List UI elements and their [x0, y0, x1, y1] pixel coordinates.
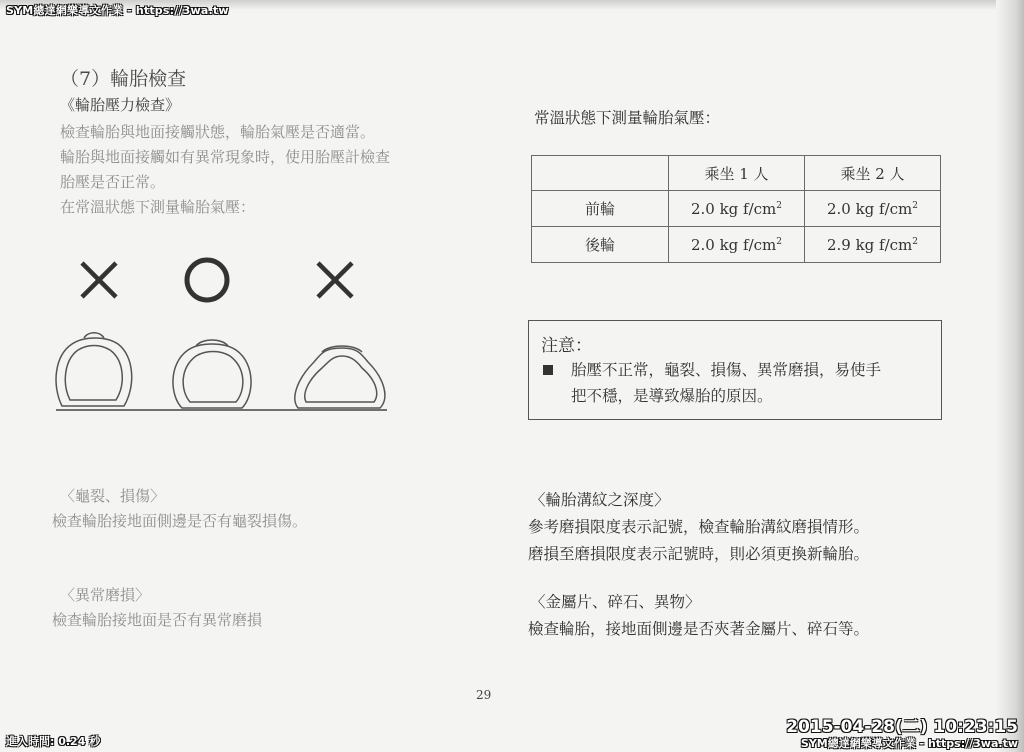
page-gutter-shadow: [996, 0, 1024, 752]
tire-correct: [173, 340, 251, 408]
wear-heading: 〈異常磨損〉: [60, 586, 151, 604]
watermark-site: SYM總達網樂導文作業 - https://3wa.tw: [800, 737, 1018, 750]
header-one-rider: 乘坐 1 人: [669, 156, 805, 191]
wear-text: 檢查輪胎接地面是否有異常磨損: [52, 611, 263, 629]
paragraph-line-2: 輪胎與地面接觸如有異常現象時，使用胎壓計檢查: [60, 148, 391, 166]
header-two-riders: 乘坐 2 人: [805, 156, 941, 191]
watermark-bottom-right: [786, 717, 1018, 750]
caution-text: [571, 357, 881, 409]
correct-circle-icon: [182, 255, 232, 305]
table-row-front: [532, 191, 941, 227]
table-caption: 常溫狀態下測量輪胎氣壓：: [534, 109, 721, 127]
debris-text: 檢查輪胎，接地面側邊是否夾著金屬片、碎石等。: [528, 620, 870, 638]
section-title: （7）輪胎檢查: [60, 68, 187, 90]
page-number: 29: [476, 688, 492, 702]
tire-cross-section-diagram: [50, 328, 395, 418]
caution-title: 注意：: [541, 336, 592, 356]
pressure-symbols: [70, 255, 370, 315]
wrong-x-icon-2: [310, 255, 360, 305]
paragraph-line-1: 檢查輪胎與地面接觸狀態，輪胎氣壓是否適當。: [60, 123, 376, 141]
caution-box: [528, 320, 942, 420]
cell-rear-two-riders: 2.9 kg $f/cm^2$: [805, 227, 941, 263]
cell-rear-one-rider: 2.0 kg $f/cm^2$: [669, 227, 805, 263]
tire-under-inflated: [295, 346, 385, 408]
row-label-front: 前輪: [532, 191, 669, 227]
watermark-load-time: 進入時間: 0.24 秒: [6, 735, 101, 748]
crack-text: 檢查輪胎接地面側邊是否有龜裂損傷。: [52, 512, 308, 530]
square-bullet-icon: [543, 365, 553, 375]
caution-line-1: 胎壓不正常，龜裂、損傷、異常磨損，易使手: [571, 361, 882, 379]
row-label-rear: 後輪: [532, 227, 669, 263]
paragraph-line-4: 在常溫狀態下測量輪胎氣壓：: [60, 198, 256, 216]
cell-front-one-rider: 2.0 kg $f/cm^2$: [669, 191, 805, 227]
tire-over-inflated: [56, 333, 132, 406]
tread-heading: 〈輪胎溝紋之深度〉: [530, 491, 670, 509]
tread-line-1: 參考磨損限度表示記號，檢查輪胎溝紋磨損情形。: [528, 518, 870, 536]
cell-front-two-riders: 2.0 kg $f/cm^2$: [805, 191, 941, 227]
watermark-date: 2015-04-28(二) 10:23:15: [786, 717, 1018, 737]
caution-line-2: 把不穩，是導致爆胎的原因。: [571, 387, 773, 405]
watermark-top: SYM總達網樂導文作業 - https://3wa.tw: [6, 4, 229, 17]
wrong-x-icon: [74, 255, 124, 305]
paragraph-line-3: 胎壓是否正常。: [60, 173, 166, 191]
crack-heading: 〈龜裂、損傷〉: [60, 487, 166, 505]
subtitle-tire-pressure: 《輪胎壓力檢查》: [60, 96, 181, 114]
tread-line-2: 磨損至磨損限度表示記號時，則必須更換新輪胎。: [528, 545, 870, 563]
tire-pressure-table: [531, 155, 941, 263]
table-header-row: [532, 156, 941, 191]
table-row-rear: [532, 227, 941, 263]
header-empty-cell: [532, 156, 669, 191]
debris-heading: 〈金屬片、碎石、異物〉: [530, 593, 701, 611]
